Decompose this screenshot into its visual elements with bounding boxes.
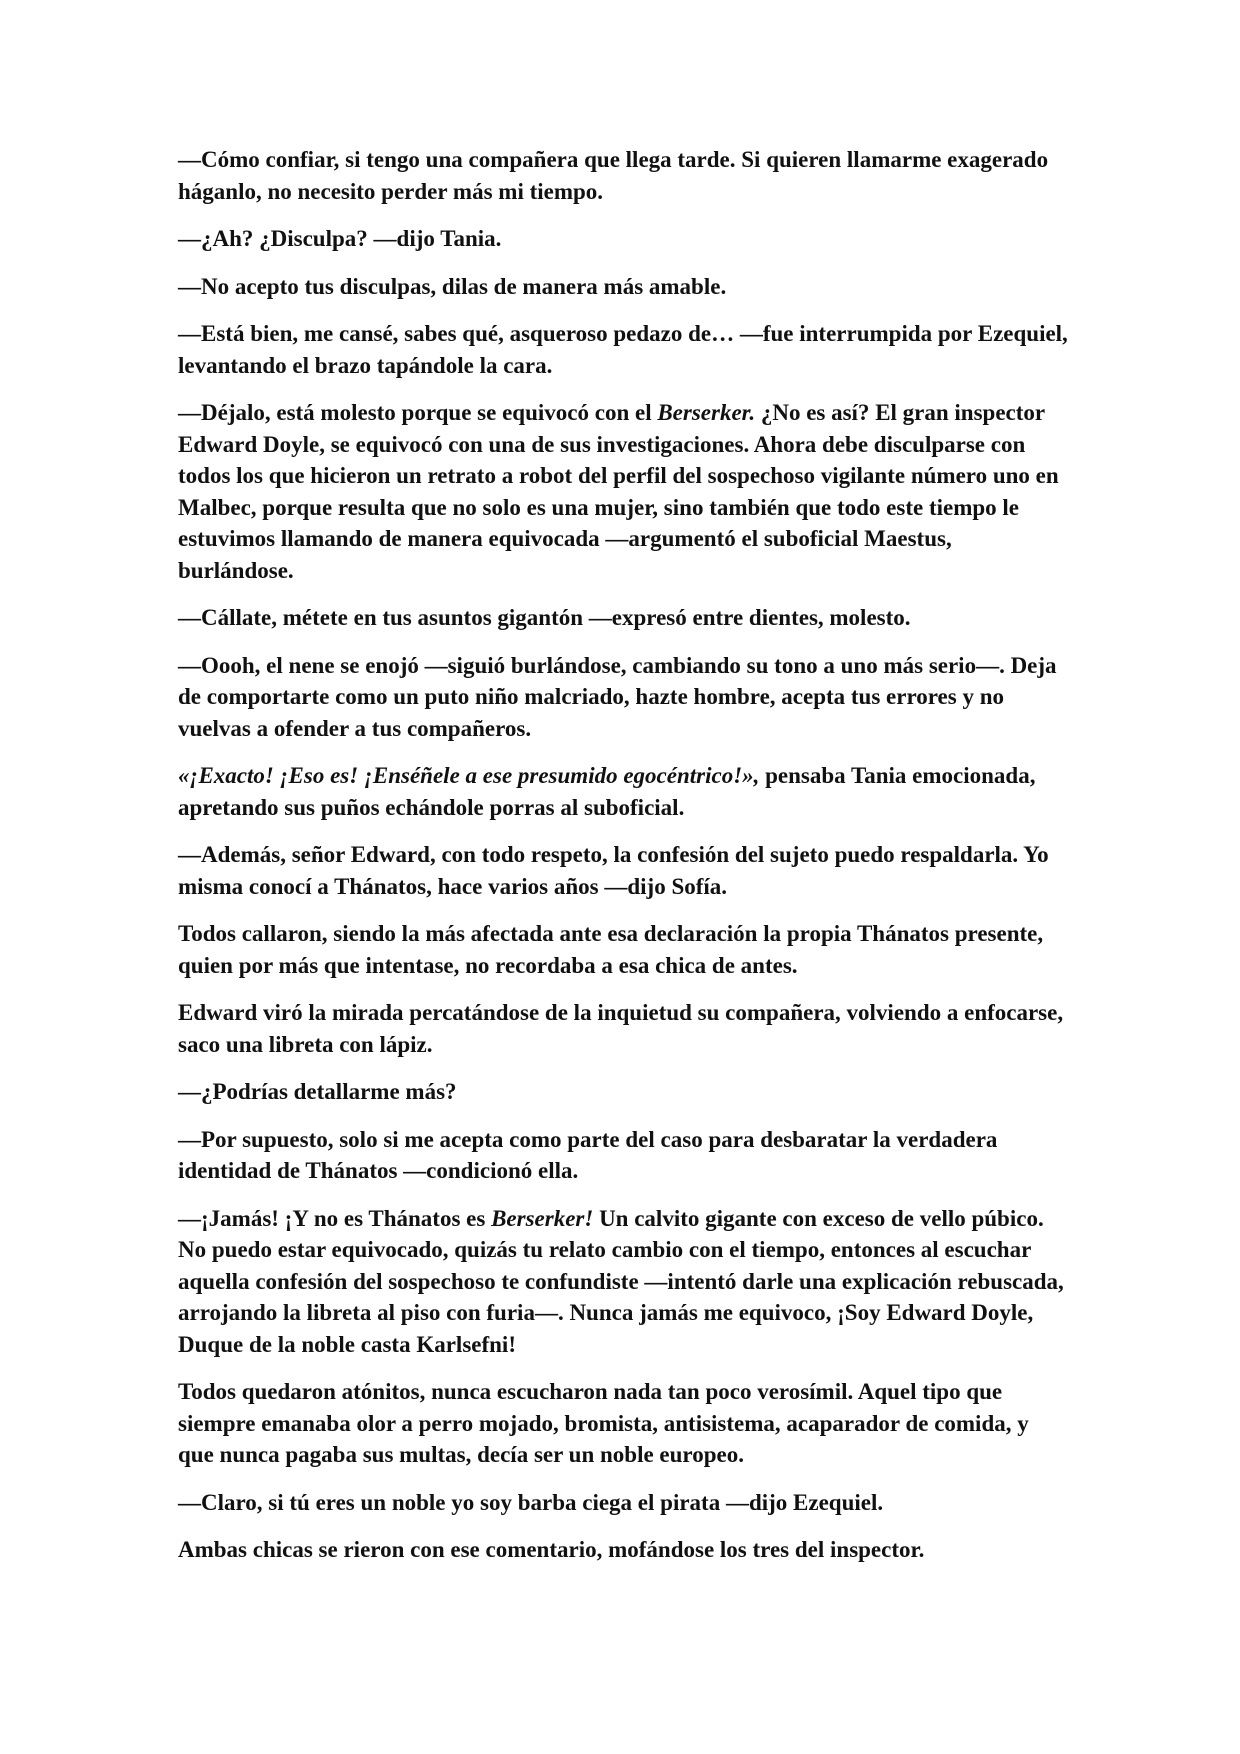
text-run: —Déjalo, está molesto porque se equivocó con el	[178, 400, 658, 425]
text-run: —¡Jamás! ¡Y no es Thánatos es	[178, 1205, 492, 1231]
paragraph	[178, 1124, 1068, 1187]
text-run: —Cállate, métete en tus asuntos gigantón —expresó entre dientes, molesto.	[178, 605, 911, 630]
text-run: Todos quedaron atónitos, nunca escucharon nada tan poco verosímil. Aquel tipo que siempre emanaba olor a perro mojado, bromista, antisistema, acaparador de comida, y que nunca pagaba sus multas, decía ser un noble europeo.	[178, 1379, 1029, 1467]
italic-text: «¡Exacto! ¡Eso es! ¡Enséñele a ese presumido egocéntrico!»,	[178, 763, 760, 788]
text-run: —Oooh, el nene se enojó —siguió burlándose, cambiando su tono a uno más serio—. Deja de comportarte como un puto niño malcriado, hazte hombre, acepta tus errores y no vuelvas a ofender a tus compañeros.	[178, 652, 1057, 741]
paragraph	[178, 318, 1068, 381]
italic-text: Berserker.	[657, 400, 756, 425]
paragraph	[178, 997, 1068, 1060]
paragraph	[178, 1376, 1068, 1471]
text-run: —¿Podrías detallarme más?	[178, 1079, 457, 1104]
text-run: pensaba Tania emocionada, apretando sus puños echándole porras al suboficial.	[178, 763, 1036, 820]
text-run: —¿Ah? ¿Disculpa? —dijo Tania.	[178, 226, 502, 251]
text-run: Edward viró la mirada percatándose de la inquietud su compañera, volviendo a enfocarse, saco una libreta con lápiz.	[178, 1000, 1064, 1057]
text-run: —No acepto tus disculpas, dilas de manera más amable.	[178, 273, 727, 299]
paragraph	[178, 602, 1068, 634]
text-run: Ambas chicas se rieron con ese comentario, mofándose los tres del inspector.	[178, 1537, 925, 1562]
paragraph	[178, 839, 1068, 902]
paragraph	[178, 1487, 1068, 1519]
paragraph	[178, 1203, 1068, 1361]
paragraph	[178, 397, 1068, 586]
paragraph	[178, 271, 1068, 303]
text-run: Un calvito gigante con exceso de vello púbico. No puedo estar equivocado, quizás tu relato cambio con el tiempo, entonces al escuchar aquella confesión del sospechoso te confundiste —intentó darle una explicación rebuscada, arrojando la libreta al piso con furia—. Nunca jamás me equivoco, ¡Soy Edward Doyle, Duque de la noble casta Karlsefni!	[178, 1205, 1064, 1357]
text-run: Todos callaron, siendo la más afectada ante esa declaración la propia Thánatos presente, quien por más que intentase, no recordaba a esa chica de antes.	[178, 921, 1044, 978]
paragraph	[178, 650, 1068, 745]
text-run: —Cómo confiar, si tengo una compañera que llega tarde. Si quieren llamarme exagerado háganlo, no necesito perder más mi tiempo.	[178, 147, 1049, 204]
text-run: —Además, señor Edward, con todo respeto, la confesión del sujeto puedo respaldarla. Yo misma conocí a Thánatos, hace varios años —dijo Sofía.	[178, 842, 1049, 899]
text-run: ¿No es así? El gran inspector Edward Doyle, se equivocó con una de sus investigaciones. Ahora debe disculparse con todos los que hicieron un retrato a robot del perfil del sospechoso vigilante número uno en Malbec, porque resulta que no solo es una mujer, sino también que todo este tiempo le estuvimos llamando de manera equivocada —argumentó el suboficial Maestus, burlándose.	[178, 400, 1059, 583]
paragraph	[178, 760, 1068, 823]
document-page	[178, 144, 1068, 1582]
paragraph	[178, 1534, 1068, 1566]
paragraph	[178, 1076, 1068, 1108]
text-run: —Por supuesto, solo si me acepta como parte del caso para desbaratar la verdadera identidad de Thánatos —condicionó ella.	[178, 1126, 998, 1183]
text-run: —Está bien, me cansé, sabes qué, asqueroso pedazo de… —fue interrumpida por Ezequiel, levantando el brazo tapándole la cara.	[178, 321, 1068, 378]
italic-text: Berserker!	[491, 1205, 594, 1231]
paragraph	[178, 223, 1068, 255]
text-run: —Claro, si tú eres un noble yo soy barba ciega el pirata —dijo Ezequiel.	[178, 1489, 884, 1515]
paragraph	[178, 144, 1068, 207]
paragraph	[178, 918, 1068, 981]
